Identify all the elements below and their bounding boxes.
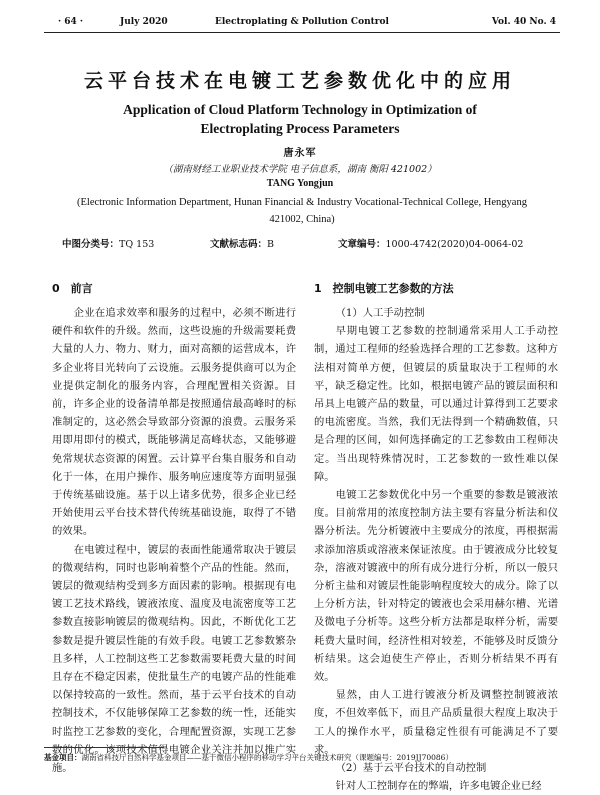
title-chinese: 云平台技术在电镀工艺参数优化中的应用: [83, 70, 516, 92]
volume-issue: Vol. 40 No. 4: [491, 17, 556, 27]
clc-label: 中图分类号：: [62, 239, 120, 250]
affiliation-english: (Electronic Information Department, Hunan Financial & Industry Vocational-Technical College, Hengyang 421002, China): [77, 197, 527, 225]
title-english: Application of Cloud Platform Technology in Optimization of Electroplating Process Parameters: [123, 102, 477, 136]
footnote-label: 基金项目：: [44, 753, 82, 762]
clc-value: TQ 153: [119, 239, 155, 250]
article-number: [338, 236, 523, 250]
author-english: TANG Yongjun: [266, 178, 334, 189]
classification-line: [62, 236, 544, 250]
affiliation-chinese: （湖南财经工业职业技术学院 电子信息系，湖南 衡阳 421002）: [163, 164, 437, 175]
journal-name: Electroplating & Pollution Control: [215, 17, 389, 27]
running-header: [44, 14, 560, 33]
footnote-text: 湖南省科技厅自然科学基金项目——基于微信小程序的移动学习平台关键技术研究（课题编号：2019JJ70086）: [81, 753, 453, 762]
right-column: [314, 280, 558, 795]
subheading-cloud-control: （2）基于云平台技术的自动控制: [335, 762, 487, 775]
paragraph: 电镀工艺参数优化中另一个重要的参数是镀液浓度。目前常用的浓度控制方法主要有容量分析法和仪器分析法。先分析镀液中主要成分的浓度，再根据需求添加溶质或溶液来保证浓度。由于镀液成分比较复杂，溶液对镀液中的所有成分进行分析，所以一般只分析主盐和对镀层性能影响程度较大的成分。除了以上分析方法，针对特定的镀液也会采用赫尔槽、光谱及微电子分析等。这些分析方法都是取样分析，需要耗费大量时间，经济性相对较差，不能够及时反馈分析结果。这会迫使生产停止，否则分析结果不再有效。: [314, 489, 558, 684]
section-heading-methods: 1 控制电镀工艺参数的方法: [314, 282, 454, 295]
section-heading-preface: 0 前言: [52, 282, 93, 295]
subheading-manual-control: （1）人工手动控制: [335, 307, 425, 319]
paragraph: 早期电镀工艺参数的控制通常采用人工手动控制，通过工程师的经验选择合理的工艺参数。这种方法相对简单方便，但镀层的质量取决于工程师的水平，缺乏稳定性。比如，根据电镀产品的镀层面积和吊具上电镀产品的数量，可以通过计算得到工艺要求的电流密度。当然，我们无法得到一个精确数值，只是合理的区间，如何选择确定的工艺参数由工程师决定。当出现特殊情况时，工艺参数的一致性难以保障。: [314, 325, 558, 483]
article-value: 1000-4742(2020)04-0064-02: [385, 239, 524, 250]
page-number: · 64 ·: [58, 17, 84, 27]
doc-value: B: [267, 239, 274, 250]
article-label: 文章编号：: [338, 239, 386, 250]
footnote-rule: [44, 747, 164, 748]
paragraph: 企业在追求效率和服务的过程中，必须不断进行硬件和软件的升级。然而，这些设施的升级需要耗费大量的人力、物力、财力，面对高额的运营成本，许多企业将目光转向了云设施。云服务提供商可以为企业提供定制化的服务内容，合理配置相关资源。目前，许多企业的设备清单都是按照通信最高峰时的标准制定的，这必然会导致部分资源的浪费。云服务采用即用即付的模式，既能够满足高峰状态，又能够避免常规状态资源的闲置。云计算平台集自服务和自动化于一体，在用户操作、服务响应速度等方面明显强于传统基础设施。基于以上诸多优势，很多企业已经开始使用云平台技术替代传统基础设施，取得了不错的效果。: [52, 307, 296, 538]
funding-footnote: [44, 752, 560, 763]
paragraph: 显然，由人工进行镀液分析及调整控制镀液浓度，不但效率低下，而且产品质量很大程度上取决于工人的操作水平，质量稳定性很有可能满足不了要求。: [314, 689, 558, 756]
document-code: [210, 236, 274, 250]
doc-label: 文献标志码：: [210, 239, 268, 250]
paragraph: 针对人工控制存在的弊端，许多电镀企业已经: [335, 780, 542, 793]
issue-date: July 2020: [120, 17, 168, 27]
author-chinese: 唐永军: [283, 148, 317, 159]
paragraph: 在电镀过程中，镀层的表面性能通常取决于镀层的微观结构，同时也影响着整个产品的性能。然而，镀层的微观结构受到多方面因素的影响。根据现有电镀工艺技术路线，镀液浓度、温度及电流密度等工艺参数直接影响镀层的微观结构。因此，不断优化工艺参数是提升镀层性能的有效手段。电镀工艺参数繁杂且多样，人工控制这些工艺参数需要耗费大量的时间且存在不稳定因素，使批量生产的电镀产品的性能难以保持较高的一致性。然而，基于云平台技术的自动控制技术，不仅能够保障工艺参数的统一性，还能实时监控工艺参数的变化，合理配置资源，实现工艺参数的优化。该项技术值得电镀企业关注并加以推广实施。: [52, 543, 296, 775]
clc-number: [62, 236, 154, 250]
left-column: [52, 280, 296, 777]
